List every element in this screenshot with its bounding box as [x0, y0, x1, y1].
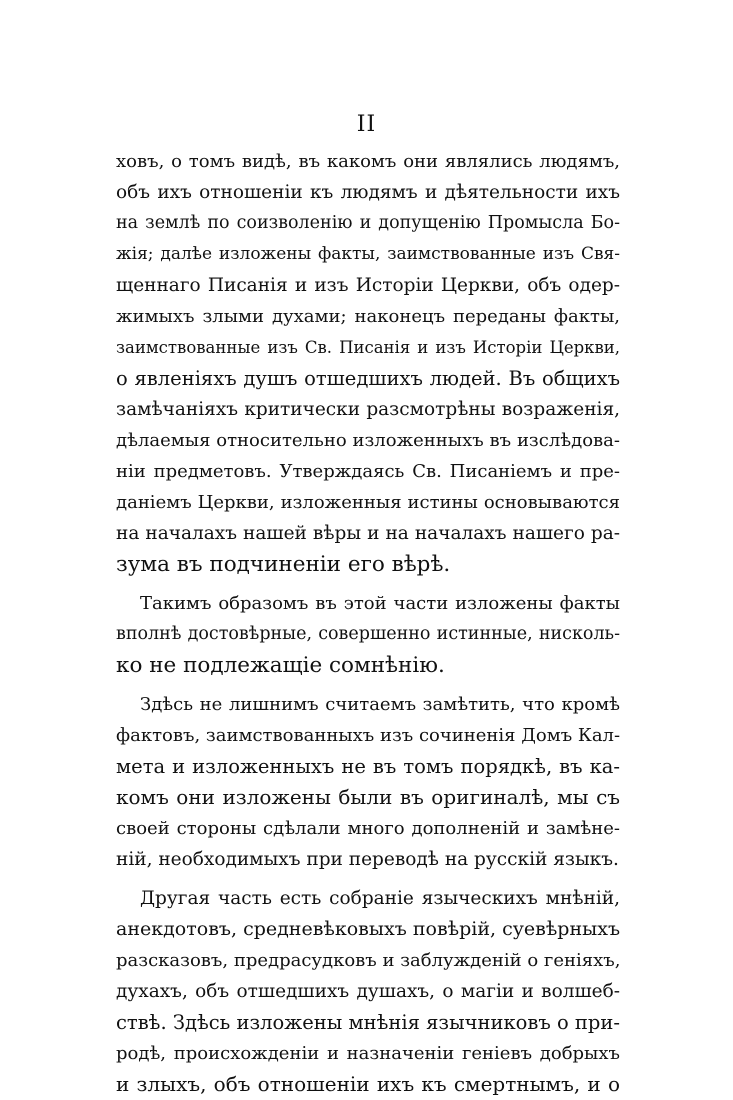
text-line: ховъ, о томъ видѣ, въ какомъ они являлись людямъ,: [116, 151, 620, 172]
text-line: дѣлаемыя относительно изложенныхъ въ изслѣдова-: [116, 430, 620, 451]
text-line: и злыхъ, объ отношеніи ихъ къ смертнымъ, и о: [116, 1072, 620, 1096]
text-line: на землѣ по соизволенію и допущенію Промысла Бо-: [116, 213, 620, 233]
paragraph-4: [116, 883, 620, 1100]
text-line: ніи предметовъ. Утверждаясь Св. Писаніемъ и пре-: [116, 461, 620, 482]
paragraph-1: [116, 146, 620, 580]
text-line: на началахъ нашей вѣры и на началахъ нашего ра-: [116, 523, 620, 544]
text-line: своей стороны сдѣлали много дополненій и замѣне-: [116, 818, 620, 839]
paragraph-3: [116, 689, 620, 875]
text-line: разсказовъ, предрасудковъ и заблужденій о геніяхъ,: [116, 950, 620, 971]
paragraph-2: [116, 588, 620, 681]
text-line: даніемъ Церкви, изложенныя истины основываются: [116, 492, 620, 513]
text-line: фактовъ, заимствованныхъ изъ сочиненія Домъ Кал-: [116, 725, 620, 746]
text-line: анекдотовъ, средневѣковыхъ повѣрій, суевѣрныхъ: [116, 918, 620, 940]
text-line: комъ они изложены были въ оригиналѣ, мы съ: [116, 785, 620, 809]
text-line: Другая часть есть собраніе языческихъ мнѣній,: [140, 888, 620, 909]
text-line: Такимъ образомъ въ этой части изложены факты: [140, 593, 620, 614]
page-number: II: [356, 112, 377, 137]
text-line: ствѣ. Здѣсь изложены мнѣнія язычниковъ о при-: [116, 1011, 620, 1034]
text-line: мета и изложенныхъ не въ томъ порядкѣ, въ ка-: [116, 755, 620, 778]
text-line: заимствованные изъ Св. Писанія и изъ Исторіи Церкви,: [116, 338, 620, 357]
text-line: духахъ, объ отшедшихъ душахъ, о магіи и волшеб-: [116, 981, 620, 1002]
text-line: замѣчаніяхъ критически разсмотрѣны возраженія,: [116, 399, 620, 420]
text-line: родѣ, происхожденіи и назначеніи геніевъ добрыхъ: [116, 1043, 620, 1064]
text-line: о явленіяхъ душъ отшедшихъ людей. Въ общихъ: [116, 367, 620, 390]
text-line: Здѣсь не лишнимъ считаемъ замѣтить, что кромѣ: [140, 694, 620, 715]
text-line: жимыхъ злыми духами; наконецъ переданы факты,: [116, 306, 620, 327]
text-line: щеннаго Писанія и изъ Исторіи Церкви, объ одер-: [116, 275, 620, 296]
text-line: ко не подлежащіе сомнѣнію.: [116, 653, 445, 678]
text-line: жія; далѣе изложены факты, заимствованные изъ Свя-: [116, 244, 620, 264]
body-text: [116, 146, 620, 1100]
text-line: ній, необходимыхъ при переводѣ на русскій языкъ.: [116, 849, 619, 870]
text-line: вполнѣ достовѣрные, совершенно истинные, нисколь-: [116, 624, 620, 644]
text-line: объ ихъ отношеніи къ людямъ и дѣятельности ихъ: [116, 182, 620, 203]
text-line: зума въ подчиненіи его вѣрѣ.: [116, 552, 451, 577]
